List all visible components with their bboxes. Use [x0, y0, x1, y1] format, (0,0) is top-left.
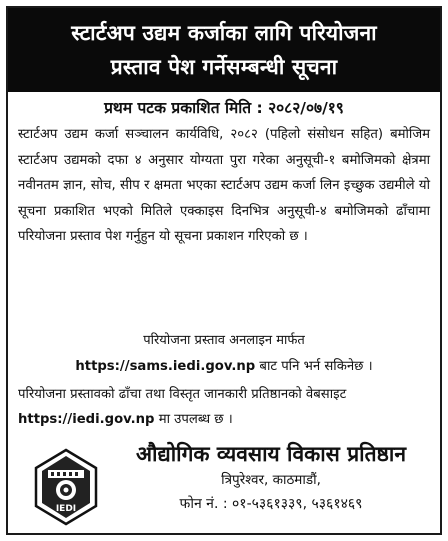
- notice-body-paragraph: स्टार्टअप उद्यम कर्जा सञ्चालन कार्यविधि, २०८२ (पहिलो संसोधन सहित) बमोजिम स्टार्टअप उद्यमको दफा ४ अनुसार योग्यता पुरा गरेका अनुसूची-१ बमोजिमको क्षेत्रमा नवीनतम ज्ञान, सोच, सीप र क्षमता भएका स्टार्टअप उद्यम कर्जा लिन इच्छुक उद्यमीले यो सूचना प्रकाशित भएको मितिले एक्काइस दिनभित्र अनुसूची-४ बमोजिमको ढाँचामा परियोजना प्रस्ताव पेश गर्नुहुन यो सूचना प्रकाशन गरिएको छ ।: [18, 127, 430, 244]
- organization-footer: [8, 434, 440, 533]
- iedi-logo-icon: [34, 448, 98, 526]
- title-banner: [8, 8, 440, 92]
- website-info-text: परियोजना प्रस्तावको ढाँचा तथा विस्तृत जानकारी प्रतिष्ठानको वेबसाइट: [18, 387, 347, 402]
- website-url-link[interactable]: https://iedi.gov.np: [18, 412, 155, 427]
- organization-address: त्रिपुरेश्वर, काठमाडौं,: [221, 472, 321, 488]
- logo-label: IEDI: [55, 504, 77, 514]
- online-url-line: [8, 356, 440, 374]
- online-url-suffix: बाट पनि भर्न सकिनेछ ।: [255, 359, 373, 374]
- publication-date: प्रथम पटक प्रकाशित मिति : २०८२/०७/१९: [104, 99, 344, 117]
- notice-title-line-2: प्रस्ताव पेश गर्नेसम्बन्धी सूचना: [110, 55, 338, 79]
- notice-page: [6, 6, 442, 535]
- online-heading: परियोजना प्रस्ताव अनलाइन मार्फत: [143, 333, 305, 348]
- website-info-line: [18, 382, 430, 432]
- sams-url-link[interactable]: https://sams.iedi.gov.np: [75, 359, 256, 374]
- organization-phone: फोन नं. : ०१-५३६१३३९, ५३६१४६९: [179, 496, 363, 512]
- organization-name: औद्योगिक व्यवसाय विकास प्रतिष्ठान: [135, 442, 407, 466]
- notice-title-line-1: स्टार्टअप उद्यम कर्जाका लागि परियोजना: [71, 21, 377, 45]
- website-info-suffix: मा उपलब्ध छ ।: [154, 412, 233, 427]
